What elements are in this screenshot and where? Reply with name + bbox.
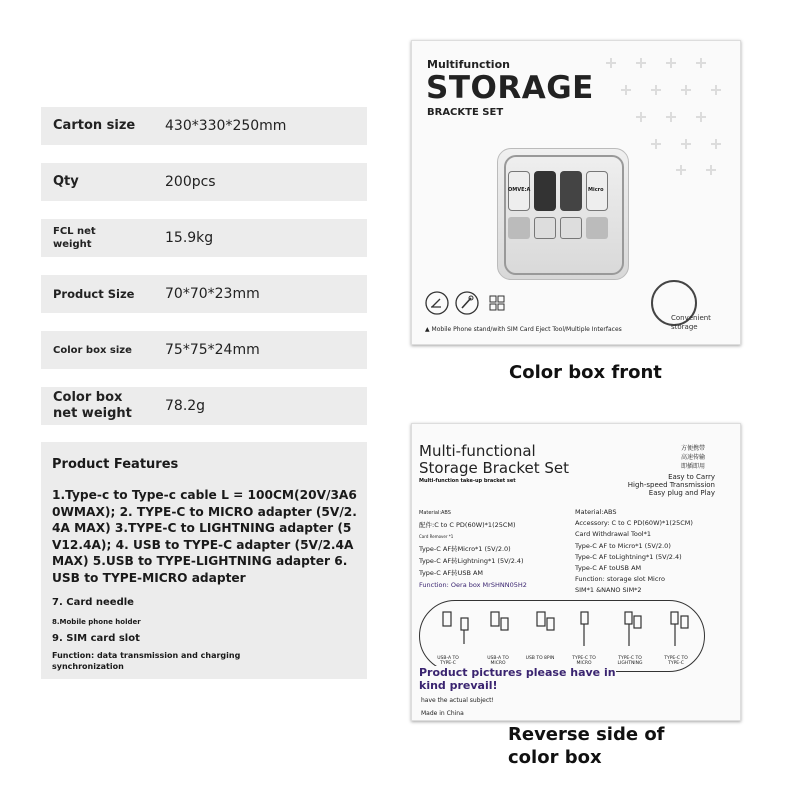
back-caption-1: Reverse side of xyxy=(508,724,665,745)
front-caption: Color box front xyxy=(509,362,662,383)
feature-card-needle: 7. Card needle xyxy=(52,597,134,608)
back-title-2: Storage Bracket Set xyxy=(419,459,570,477)
adapter-module xyxy=(560,171,582,211)
left-spec-line: Type-C AF转Lightning*1 (5V/2.4) xyxy=(419,557,524,565)
left-spec-line: 配件:C to C PD(60W)*1(25CM) xyxy=(419,521,516,529)
notice-line-1: Product pictures please have in xyxy=(419,666,616,679)
right-spec-line: Accessory: C to C PD(60W)*1(25CM) xyxy=(575,519,693,528)
left-spec-line: Material:ABS xyxy=(419,510,451,516)
front-corner-note: Convenient storage xyxy=(671,314,711,331)
tagline-text: Mobile Phone stand/with SIM Card Eject Tool/Multiple Interfaces xyxy=(431,326,622,333)
back-title-1: Multi-functional xyxy=(419,442,536,460)
spec-row-carton-size xyxy=(41,107,367,145)
spec-row-color-box-size xyxy=(41,331,367,369)
feature-phone-holder: 8.Mobile phone holder xyxy=(52,618,141,626)
color-box-back xyxy=(411,423,741,721)
spec-value: 70*70*23mm xyxy=(165,286,260,302)
cn-line-2: 高速传输 xyxy=(681,454,706,461)
right-spec-line: Type-C AF to Micro*1 (5V/2.0) xyxy=(575,541,671,550)
adapter-illustrations xyxy=(419,604,705,664)
spec-label: Product Size xyxy=(53,286,135,301)
right-spec-line: SIM*1 &NANO SIM*2 xyxy=(575,586,642,595)
back-caption-2: color box xyxy=(508,747,602,768)
color-box-front xyxy=(411,40,741,345)
spec-row-product-size xyxy=(41,275,367,313)
adapter-module xyxy=(534,171,556,211)
module-label: Micro xyxy=(588,187,604,193)
feature-en-1: Easy to Carry xyxy=(668,473,715,481)
adapter-label: USB TO 8PIN xyxy=(525,656,555,661)
spec-label: Qty xyxy=(53,173,79,189)
adapter-module xyxy=(586,217,608,239)
back-right-specs xyxy=(575,507,735,597)
spec-value: 75*75*24mm xyxy=(165,342,260,358)
cn-line-1: 方便携带 xyxy=(681,445,706,452)
features-list: 1.Type-c to Type-c cable L = 100CM(20V/3A60WMAX); 2. TYPE-C to MICRO adapter (5V/2.4A MAX) 3.TYPE-C to LIGHTNING adapter (5V12.4A); 4. USB to TYPE-C adapter (5V/2.4A MAX) 5.USB to TYPE-LIGHTNING adapter 6. USB to TYPE-MICRO adapter xyxy=(52,488,357,585)
left-spec-line: Function: Oera box MrSHNN05H2 xyxy=(419,581,527,589)
spec-label: FCL net weight xyxy=(53,226,96,250)
right-spec-line: Card Withdrawal Tool*1 xyxy=(575,530,651,539)
spec-value: 15.9kg xyxy=(165,230,214,246)
spec-label: Color box size xyxy=(53,344,132,356)
made-in: Made in China xyxy=(421,710,464,717)
back-subtitle: Multi-function take-up bracket set xyxy=(419,478,516,484)
adapter-label: TYPE-C TO LIGHTNING xyxy=(617,656,643,666)
notice-line-2: kind prevail! xyxy=(419,679,498,692)
spec-label: Carton size xyxy=(53,117,136,133)
right-spec-line: Type-C AF toUSB AM xyxy=(575,564,642,573)
left-spec-line: Type-C AF转Micro*1 (5V/2.0) xyxy=(419,545,511,553)
left-spec-line: Type-C AF转USB AM xyxy=(419,569,484,577)
adapter-label: TYPE-C TO TYPE-C xyxy=(664,656,688,666)
spec-value: 200pcs xyxy=(165,174,216,190)
back-left-specs xyxy=(419,507,579,591)
features-title: Product Features xyxy=(52,457,179,472)
adapter-label: USB-A TO TYPE-C xyxy=(437,656,459,666)
feature-en-3: Easy plug and Play xyxy=(648,489,715,497)
left-spec-line: Card Remover *1 xyxy=(419,534,454,539)
product-case-image xyxy=(497,148,629,280)
spec-value: 430*330*250mm xyxy=(165,118,287,134)
spec-row-qty xyxy=(41,163,367,201)
adapter-label: USB-A TO MICRO xyxy=(487,656,509,666)
sim-pin-icon xyxy=(454,290,480,316)
front-subtitle: BRACKTE SET xyxy=(427,107,504,118)
spec-value: 78.2g xyxy=(165,398,206,414)
right-spec-line: Type-C AF toLightning*1 (5V/2.4) xyxy=(575,552,682,561)
adapter-label: TYPE-C TO MICRO xyxy=(572,656,596,666)
feature-sim-slot: 9. SIM card slot xyxy=(52,633,140,644)
front-title: STORAGE xyxy=(426,70,594,106)
right-spec-line: Function: storage slot Micro xyxy=(575,575,665,584)
front-kicker: Multifunction xyxy=(427,58,510,71)
adapter-module xyxy=(508,217,530,239)
module-label: OMVE:A xyxy=(508,187,531,193)
multi-interface-icon xyxy=(484,290,510,316)
right-spec-line: Material:ABS xyxy=(575,508,617,516)
feature-en-2: High-speed Transmission xyxy=(627,481,715,489)
spec-label: Color box net weight xyxy=(53,390,132,421)
spec-row-fcl-net-weight xyxy=(41,219,367,257)
front-tagline xyxy=(425,326,622,333)
adapter-module xyxy=(534,217,556,239)
adapter-module xyxy=(560,217,582,239)
feature-function: Function: data transmission and charging synchronization xyxy=(52,651,241,671)
triangle-icon: ▲ xyxy=(425,326,430,333)
phone-stand-icon xyxy=(424,290,450,316)
spec-row-color-box-net-weight xyxy=(41,387,367,425)
cn-line-3: 即插即用 xyxy=(681,463,706,470)
notice-line-3: have the actual subject! xyxy=(421,697,494,704)
